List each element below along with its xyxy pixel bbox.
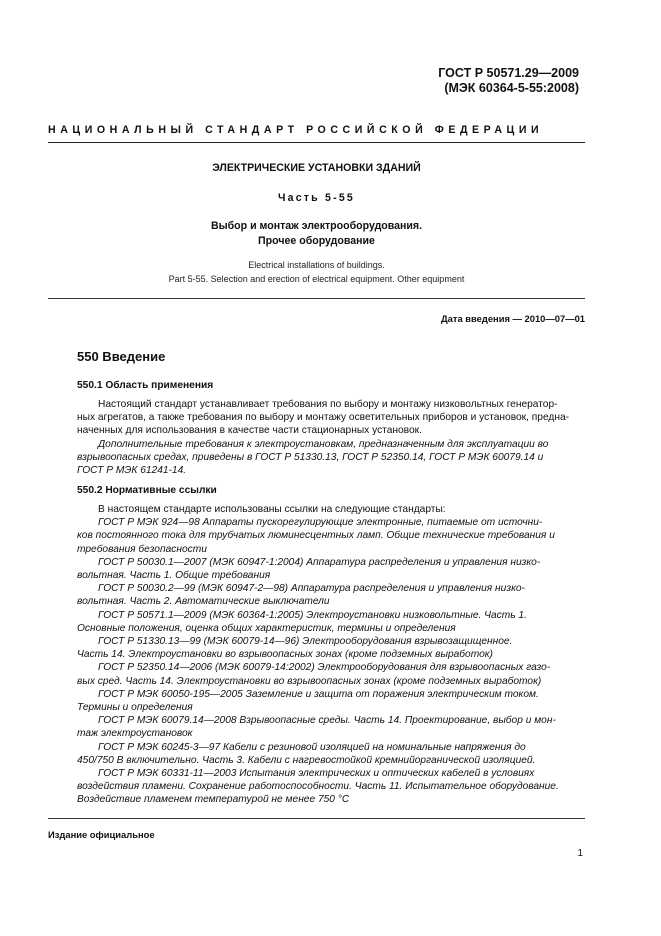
text-line: взрывоопасных средах, приведены в ГОСТ Р 51330.13, ГОСТ Р 52350.14, ГОСТ Р МЭК 60079.14 и — [77, 451, 544, 463]
official-edition-label: Издание официальное — [48, 829, 155, 840]
text-line: ГОСТ Р МЭК 61241-14. — [77, 465, 187, 477]
reference-line: ГОСТ Р МЭК 60050-195—2005 Заземление и защита от поражения электрическим током. — [98, 688, 539, 700]
scope-paragraph — [77, 398, 584, 477]
reference-line: воздействия пламени. Сохранение работоспособности. Часть 11. Испытательное оборудование. — [77, 781, 559, 793]
part-number: Часть 5-55 — [277, 192, 356, 204]
document-title: ЭЛЕКТРИЧЕСКИЕ УСТАНОВКИ ЗДАНИЙ — [212, 162, 421, 174]
reference-line: ГОСТ Р 50030.2—99 (МЭК 60947-2—98) Аппаратура распределения и управления низко- — [98, 583, 525, 595]
reference-line: Термины и определения — [77, 702, 193, 714]
text-line: Дополнительные требования к электроустановкам, предназначенным для эксплуатации во — [98, 438, 549, 450]
national-standard-title: НАЦИОНАЛЬНЫЙ СТАНДАРТ РОССИЙСКОЙ ФЕДЕРАЦИИ — [48, 124, 544, 136]
reference-line: ГОСТ Р МЭК 60079.14—2008 Взрывоопасные среды. Часть 14. Проектирование, выбор и мон- — [98, 715, 556, 727]
scope-heading: 550.1 Область применения — [77, 380, 214, 391]
reference-line: вых сред. Часть 14. Электроустановки во взрывоопасных зонах (кроме подземных выработок) — [77, 675, 542, 687]
reference-line: Воздействие пламенем температурой не менее 750 °С — [77, 794, 350, 806]
introduction-date: Дата введения — 2010—07—01 — [440, 313, 585, 324]
reference-line: ков постоянного тока для трубчатых люминесцентных ламп. Общие технические требования и — [77, 530, 555, 542]
text-line: наченных для использования в качестве части стационарных установок. — [77, 425, 422, 437]
section-heading: 550 Введение — [77, 349, 166, 364]
reference-line: требования безопасности — [77, 543, 207, 555]
reference-line: ГОСТ Р 50571.1—2009 (МЭК 60364-1:2005) Электроустановки низковольтные. Часть 1. — [98, 609, 527, 621]
reference-line: ГОСТ Р МЭК 60331-11—2003 Испытания электрических и оптических кабелей в условиях — [98, 768, 535, 780]
page-number: 1 — [577, 848, 583, 859]
document-subtitle — [48, 219, 585, 249]
references-intro: В настоящем стандарте использованы ссылки на следующие стандарты: — [98, 504, 446, 515]
subtitle-line: Прочее оборудование — [258, 235, 375, 247]
title-divider — [48, 298, 585, 299]
english-title — [48, 258, 585, 286]
text-line: Настоящий стандарт устанавливает требования по выбору и монтажу низковольтных генератор- — [98, 399, 558, 410]
reference-line: ГОСТ Р 50030.1—2007 (МЭК 60947-1:2004) Аппаратура распределения и управления низко- — [98, 556, 541, 568]
header-divider — [48, 142, 585, 143]
reference-line: вольтная. Часть 1. Общие требования — [77, 570, 271, 582]
subtitle-line: Выбор и монтаж электрооборудования. — [210, 220, 423, 232]
references-heading: 550.2 Нормативные ссылки — [77, 485, 217, 496]
text-line: ных агрегатов, а также требования по выбору и монтажу осветительных приборов и установок, предна- — [77, 412, 570, 424]
reference-line: ГОСТ Р МЭК 60245-3—97 Кабели с резиновой изоляцией на номинальные напряжения до — [98, 741, 526, 753]
reference-line: Основные положения, оценка общих характеристик, термины и определения — [77, 622, 456, 634]
reference-line: ГОСТ Р МЭК 924—98 Аппараты пускорегулирующие электронные, питаемые от источни- — [98, 517, 543, 529]
standard-code-primary: ГОСТ Р 50571.29—2009 — [438, 66, 579, 80]
standard-code-iec: (МЭК 60364-5-55:2008) — [444, 81, 579, 95]
reference-line: 450/750 В включительно. Часть 3. Кабели с нагревостойкой кремнийорганической изоляцией. — [77, 754, 536, 766]
footer-divider — [48, 818, 585, 819]
english-title-line: Part 5-55. Selection and erection of electrical equipment. Other equipment — [168, 274, 465, 284]
reference-line: вольтная. Часть 2. Автоматические выключатели — [77, 596, 330, 608]
reference-line: ГОСТ Р 52350.14—2006 (МЭК 60079-14:2002) Электрооборудования для взрывоопасных газо- — [98, 662, 551, 674]
reference-line: таж электроустановок — [77, 728, 193, 740]
reference-line: ГОСТ Р 51330.13—99 (МЭК 60079-14—96) Электрооборудования взрывозащищенное. — [98, 636, 513, 648]
english-title-line: Electrical installations of buildings. — [248, 260, 385, 270]
standard-code — [438, 66, 579, 96]
reference-line: Часть 14. Электроустановки во взрывоопасных зонах (кроме подземных выработок) — [77, 649, 493, 661]
references-list — [77, 503, 584, 807]
